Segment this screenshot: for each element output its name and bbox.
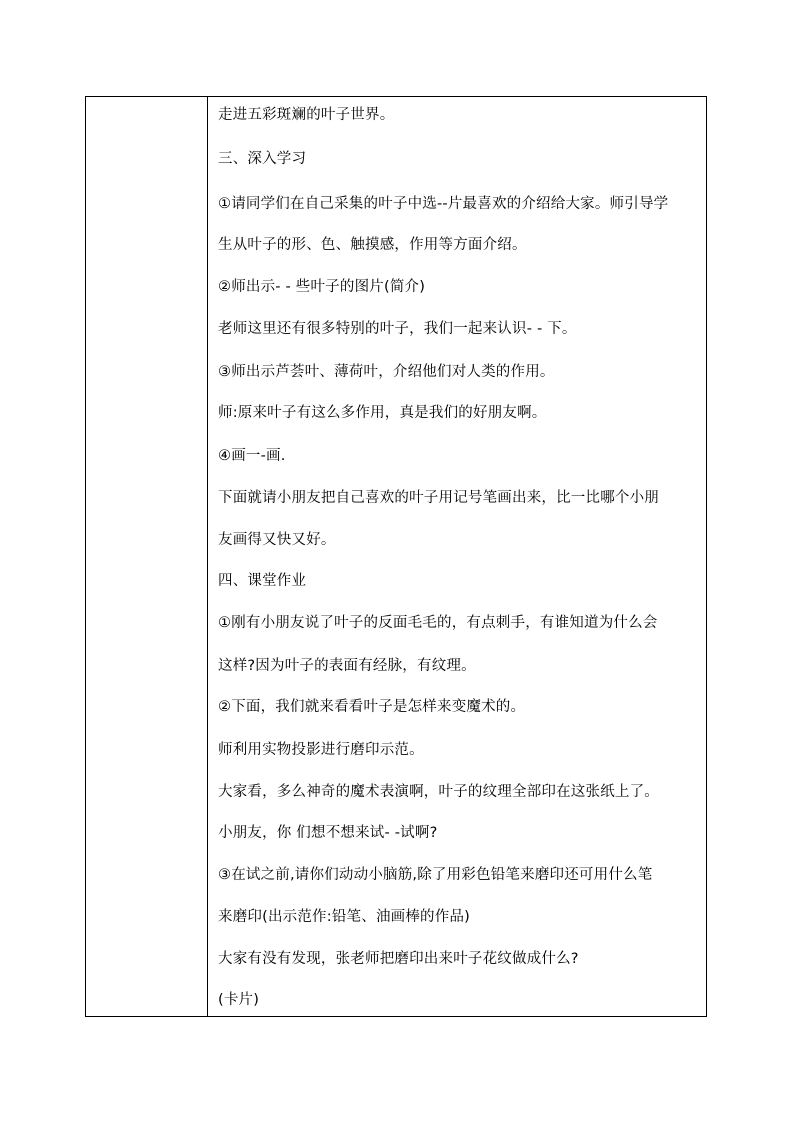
left-column-cell bbox=[86, 97, 208, 1016]
text-line: ④画一-画. bbox=[218, 448, 286, 464]
text-line: 走进五彩斑斓的叶子世界。 bbox=[218, 107, 395, 123]
text-line: 老师这里还有很多特别的叶子，我们一起来认识- - 下。 bbox=[218, 321, 577, 337]
section-heading: 三、深入学习 bbox=[218, 151, 307, 167]
text-line: 师:原来叶子有这么多作用，真是我们的好朋友啊。 bbox=[218, 405, 547, 421]
text-line: 师利用实物投影进行磨印示范。 bbox=[218, 742, 424, 758]
text-line: ②师出示- - 些叶子的图片(简介) bbox=[218, 279, 426, 295]
text-line: ①请同学们在自己采集的叶子中选--片最喜欢的介绍给大家。师引导学 bbox=[218, 196, 669, 212]
text-line: ②下面，我们就来看看叶子是怎样来变魔术的。 bbox=[218, 699, 526, 715]
text-line: 大家有没有发现，张老师把磨印出来叶子花纹做成什么? bbox=[218, 951, 579, 967]
text-line: 这样?因为叶子的表面有经脉，有纹理。 bbox=[218, 658, 476, 674]
section-heading: 四、课堂作业 bbox=[218, 573, 307, 589]
content-cell bbox=[208, 97, 706, 1016]
text-line: 大家看，多么神奇的魔术表演啊，叶子的纹理全部印在这张纸上了。 bbox=[218, 784, 659, 800]
text-line: 生从叶子的形、色、触摸感，作用等方面介绍。 bbox=[218, 237, 527, 253]
lesson-table bbox=[85, 96, 707, 1017]
text-line: 友画得又快又好。 bbox=[218, 532, 336, 548]
text-line: ③在试之前,请你们动动小脑筋,除了用彩色铅笔来磨印还可用什么笔 bbox=[218, 867, 653, 883]
text-line: 来磨印(出示范作:铅笔、油画棒的作品) bbox=[218, 909, 470, 925]
text-line: 下面就请小朋友把自己喜欢的叶子用记号笔画出来，比一比哪个小朋 bbox=[218, 490, 659, 506]
text-line: ③师出示芦荟叶、薄荷叶，介绍他们对人类的作用。 bbox=[218, 364, 555, 380]
text-line: 小朋友，你 们想不想来试- -试啊? bbox=[218, 825, 438, 841]
text-line: (卡片) bbox=[218, 992, 260, 1008]
text-line: ①刚有小朋友说了叶子的反面毛毛的，有点刺手，有谁知道为什么会 bbox=[218, 615, 658, 631]
